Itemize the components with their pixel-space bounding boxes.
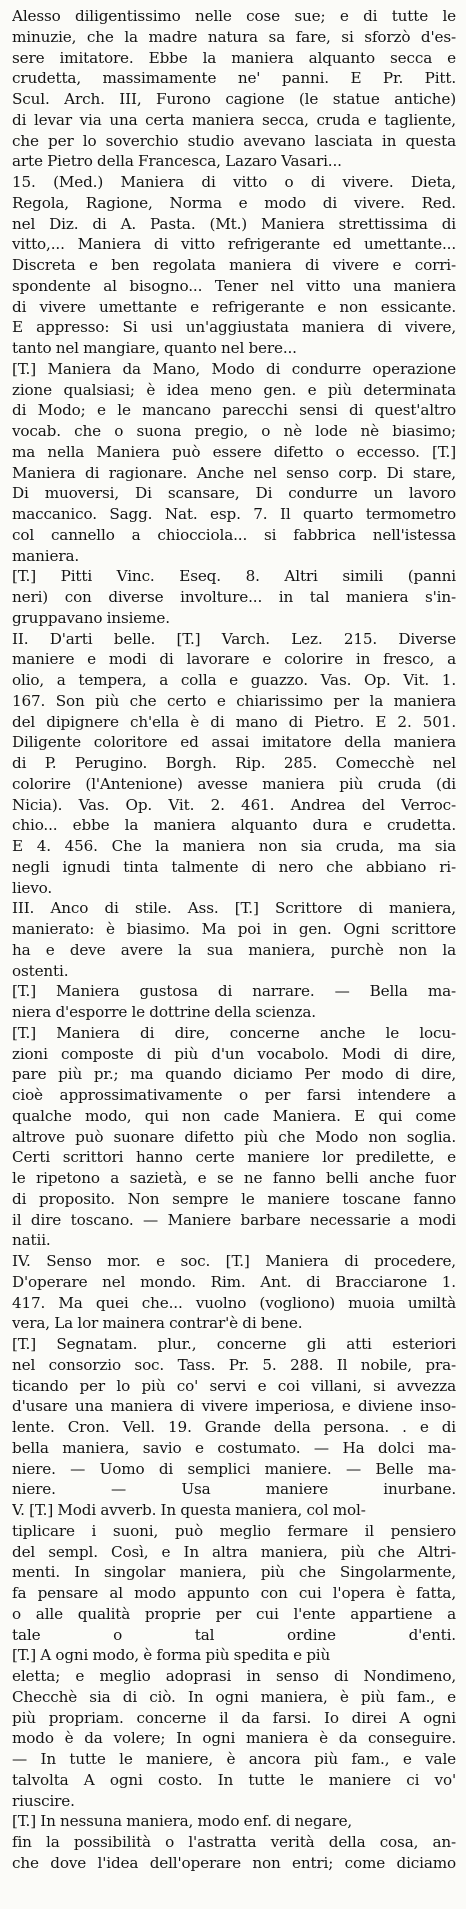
text-line: IV. Senso mor. e soc. [T.] Maniera di procedere, bbox=[12, 1252, 456, 1270]
text-line: ostenti. bbox=[12, 961, 69, 980]
text-line: nel consorzio soc. Tass. Pr. 5. 288. Il nobile, pra- bbox=[12, 1355, 456, 1374]
text-line: 417. Ma quei che... vuolno (vogliono) muoia umiltà bbox=[12, 1293, 456, 1312]
text-line: III. Anco di stile. Ass. [T.] Scrittore di maniera, bbox=[12, 899, 456, 918]
text-line: Regola, Ragione, Norma e modo di vivere. Red. bbox=[12, 193, 456, 212]
text-line: neri) con diverse involture... in tal maniera s'in- bbox=[12, 588, 456, 606]
text-line: [T.] Maniera da Mano, Modo di condurre operazione bbox=[12, 359, 456, 378]
text-line: modo è da volere; In ogni maniera è da conseguire. bbox=[12, 1729, 456, 1748]
text-line: 15. (Med.) Maniera di vitto o di vivere. Dieta, bbox=[12, 173, 456, 191]
text-line: le ripetono a sazietà, e se ne fanno belli anche fuor bbox=[12, 1169, 456, 1187]
text-line: più propriam. concerne il da farsi. Io direi A ogni bbox=[12, 1708, 456, 1727]
text-line: di vivere umettante e refrigerante e non essicante. bbox=[12, 297, 456, 316]
text-line: olio, a tempera, a colla e guazzo. Vas. Op. Vit. 1. bbox=[12, 671, 456, 689]
text-line: tale o tal ordine d'enti. bbox=[12, 1625, 456, 1644]
text-line: il dire toscano. — Maniere barbare necessarie a modi bbox=[12, 1210, 456, 1229]
text-line: lievo. bbox=[12, 878, 53, 897]
text-line: ha e deve avere la sua maniera, purchè non la bbox=[12, 940, 456, 959]
text-line: del sempl. Così, e In altra maniera, più che Altri- bbox=[12, 1542, 456, 1561]
text-line: [T.] A ogni modo, è forma più spedita e più bbox=[12, 1646, 331, 1665]
text-line: D'operare nel mondo. Rim. Ant. di Bracciarone 1. bbox=[12, 1272, 456, 1291]
text-line: niere. — Usa maniere inurbane. bbox=[12, 1480, 456, 1499]
text-line: tiplicare i suoni, può meglio fermare il pensiero bbox=[12, 1521, 456, 1540]
text-line: di Modo; e le mancano parecchi sensi di quest'altro bbox=[12, 401, 456, 420]
text-line: di P. Perugino. Borgh. Rip. 285. Comecchè nel bbox=[12, 754, 456, 772]
text-line: maccanico. Sagg. Nat. esp. 7. Il quarto termometro bbox=[12, 505, 456, 523]
text-line: zioni composte di più d'un vocabolo. Modi di dire, bbox=[12, 1044, 456, 1063]
text-line: vocab. che o suona pregio, o nè lode nè biasimo; bbox=[12, 422, 456, 440]
text-line: Nicia). Vas. Op. Vit. 2. 461. Andrea del Verroc- bbox=[12, 795, 456, 814]
text-line: arte Pietro della Francesca, Lazaro Vasari... bbox=[12, 152, 342, 171]
text-line: [T.] Maniera di dire, concerne anche le locu- bbox=[12, 1023, 456, 1042]
entry-text bbox=[12, 6, 456, 1874]
text-line: 167. Son più che certo e chiarissimo per la maniera bbox=[12, 691, 456, 710]
text-line: negli ignudi tinta talmente di nero che abbiano ri- bbox=[12, 857, 456, 876]
text-line: [T.] Segnatam. plur., concerne gli atti esteriori bbox=[12, 1335, 456, 1353]
text-line: [T.] Maniera gustosa di narrare. — Bella ma- bbox=[12, 982, 456, 1001]
text-line: vera, La lor mainera contrar'è di bene. bbox=[12, 1314, 303, 1333]
text-line: natii. bbox=[12, 1231, 51, 1250]
text-line: lente. Cron. Vell. 19. Grande della persona. . e di bbox=[12, 1418, 456, 1436]
text-line: manierato: è biasimo. Ma poi in gen. Ogni scrittore bbox=[12, 920, 456, 938]
text-line: crudetta, massimamente ne' panni. E Pr. Pitt. bbox=[12, 69, 456, 88]
text-line: col cannello a chiocciola... si fabbrica nell'istessa bbox=[12, 525, 456, 544]
text-line: che per lo soverchio studio avevano lasciata in questa bbox=[12, 131, 456, 150]
text-line: fa pensare al modo appunto con cui l'opera è fatta, bbox=[12, 1584, 456, 1602]
text-line: spondente al bisogno... Tener nel vitto una maniera bbox=[12, 276, 456, 295]
text-line: pare più pr.; ma quando diciamo Per modo di dire, bbox=[12, 1065, 456, 1084]
text-line: ticando per lo più co' servi e coi villani, si avvezza bbox=[12, 1376, 456, 1395]
text-line: niera d'esporre le dottrine della scienza. bbox=[12, 1003, 316, 1021]
text-line: [T.] Pitti Vinc. Eseq. 8. Altri simili (panni bbox=[12, 567, 456, 586]
text-line: o alle qualità proprie per cui l'ente appartiene a bbox=[12, 1604, 456, 1623]
text-line: di proposito. Non sempre le maniere toscane fanno bbox=[12, 1189, 456, 1208]
text-line: E appresso: Si usi un'aggiustata maniera di vivere, bbox=[12, 318, 456, 337]
text-line: tanto nel mangiare, quanto nel bere... bbox=[12, 339, 297, 357]
text-line: Checchè sia di ciò. In ogni maniera, è più fam., e bbox=[12, 1687, 456, 1706]
text-line: — In tutte le maniere, è ancora più fam., e vale bbox=[12, 1750, 456, 1768]
text-line: sere imitatore. Ebbe la maniera alquanto secca e bbox=[12, 48, 456, 67]
text-line: di levar via una certa maniera secca, cruda e tagliente, bbox=[12, 110, 456, 129]
text-line: Certi scrittori hanno certe maniere lor predilette, e bbox=[12, 1148, 456, 1167]
text-line: [T.] In nessuna maniera, modo enf. di negare, bbox=[12, 1812, 353, 1831]
text-line: chio... ebbe la maniera alquanto dura e crudetta. bbox=[12, 816, 456, 835]
text-line: colorire (l'Antenione) avesse maniera più cruda (di bbox=[12, 774, 456, 793]
text-line: Diligente coloritore ed assai imitatore della maniera bbox=[12, 733, 456, 752]
text-line: altrove può suonare difetto più che Modo non soglia. bbox=[12, 1127, 456, 1146]
text-line: nel Diz. di A. Pasta. (Mt.) Maniera strettissima di bbox=[12, 214, 456, 233]
text-line: Di muoversi, Di scansare, Di condurre un lavoro bbox=[12, 484, 456, 503]
text-line: bella maniera, savio e costumato. — Ha dolci ma- bbox=[12, 1438, 456, 1457]
text-line: cioè approssimativamente o per farsi intendere a bbox=[12, 1086, 456, 1104]
text-line: qualche modo, qui non cade Maniera. E qui come bbox=[12, 1106, 456, 1125]
text-line: che dove l'idea dell'operare non entri; come diciamo bbox=[12, 1853, 456, 1872]
text-line: II. D'arti belle. [T.] Varch. Lez. 215. Diverse bbox=[12, 629, 456, 648]
text-line: minuzie, che la madre natura sa fare, si sforzò d'es- bbox=[12, 27, 456, 46]
text-line: riuscire. bbox=[12, 1791, 75, 1810]
text-line: gruppavano insieme. bbox=[12, 608, 170, 627]
text-line: vitto,... Maniera di vitto refrigerante ed umettante... bbox=[12, 235, 456, 254]
text-line: d'usare una maniera di vivere imperiosa, e diviene inso- bbox=[12, 1397, 456, 1416]
text-line: del dipignere ch'ella è di mano di Pietro. E 2. 501. bbox=[12, 712, 456, 731]
text-line: maniera. bbox=[12, 546, 80, 565]
text-line: talvolta A ogni costo. In tutte le maniere ci vo' bbox=[12, 1770, 456, 1789]
text-line: menti. In singolar maniera, più che Singolarmente, bbox=[12, 1563, 456, 1582]
text-line: fin la possibilità o l'astratta verità della cosa, an- bbox=[12, 1833, 456, 1851]
text-line: zione qualsiasi; è idea meno gen. e più determinata bbox=[12, 380, 456, 399]
text-line: eletta; e meglio adoprasi in senso di Nondimeno, bbox=[12, 1667, 456, 1685]
text-line: Scul. Arch. III, Furono cagione (le statue antiche) bbox=[12, 90, 456, 108]
text-line: niere. — Uomo di semplici maniere. — Belle ma- bbox=[12, 1459, 456, 1478]
text-line: ma nella Maniera può essere difetto o eccesso. [T.] bbox=[12, 442, 456, 461]
text-line: Alesso diligentissimo nelle cose sue; e di tutte le bbox=[12, 7, 456, 25]
text-line: Discreta e ben regolata maniera di vivere e corri- bbox=[12, 256, 456, 274]
text-line: V. [T.] Modi avverb. In questa maniera, col mol- bbox=[12, 1501, 366, 1519]
text-line: Maniera di ragionare. Anche nel senso corp. Di stare, bbox=[12, 463, 456, 482]
text-line: maniere e modi di lavorare e colorire in fresco, a bbox=[12, 650, 456, 669]
text-line: E 4. 456. Che la maniera non sia cruda, ma sia bbox=[12, 837, 456, 855]
